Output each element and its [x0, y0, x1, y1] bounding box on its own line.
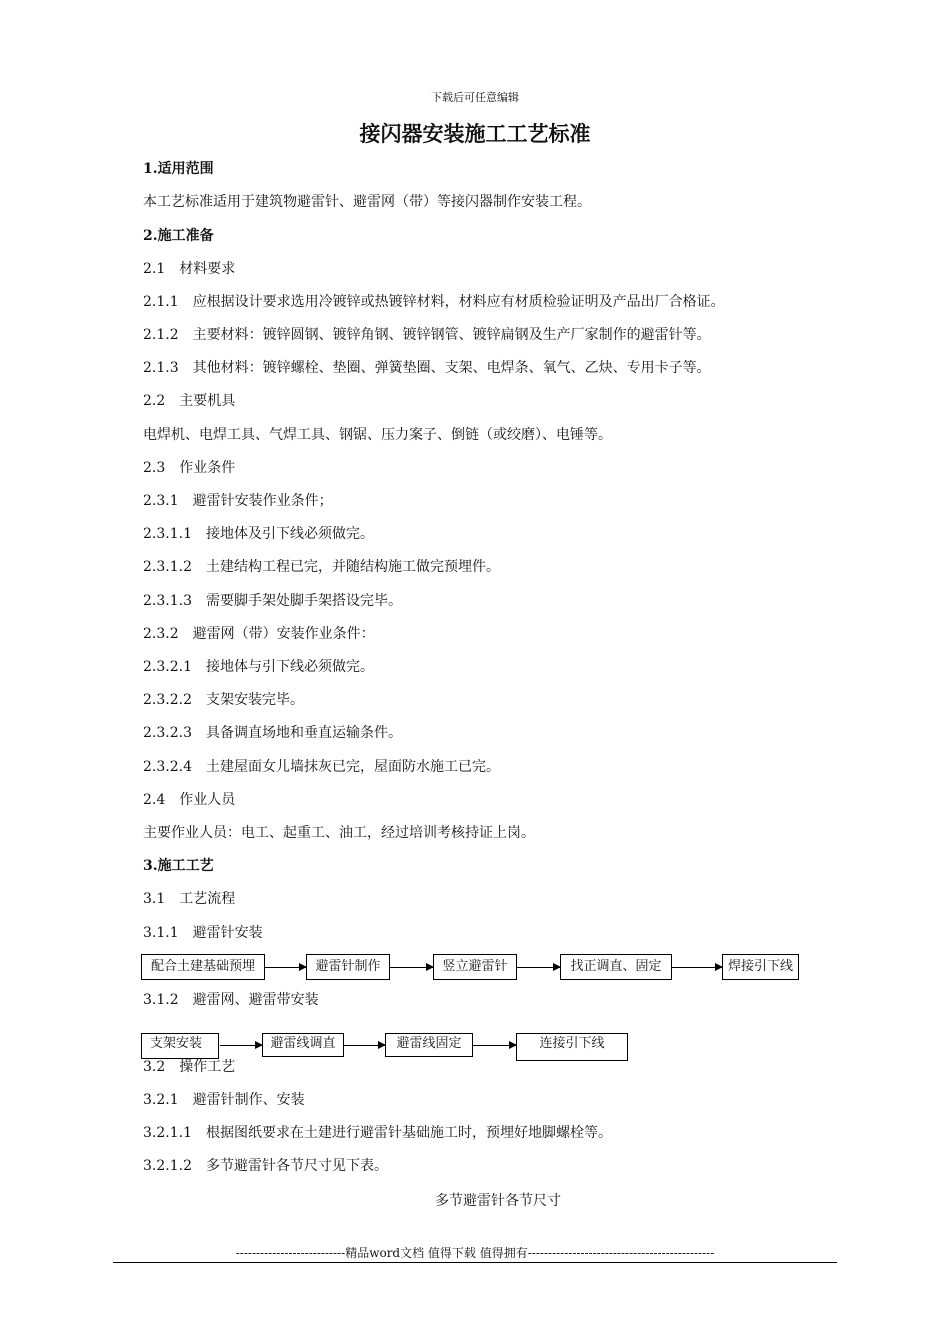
flow-arrow	[472, 1045, 516, 1046]
text-line: 2.3 作业条件	[143, 460, 236, 476]
flow-step: 焊接引下线	[722, 954, 799, 980]
flow-step: 支架安装	[141, 1033, 219, 1059]
flow-step: 配合土建基础预埋	[141, 954, 265, 980]
document-title: 接闪器安装施工工艺标准	[359, 121, 591, 146]
flow-arrow	[516, 967, 560, 968]
text-line: 2.1.1 应根据设计要求选用冷镀锌或热镀锌材料，材料应有材质检验证明及产品出厂合格证。	[143, 294, 725, 310]
flow-arrow	[264, 967, 306, 968]
text-line: 3.2.1.2 多节避雷针各节尺寸见下表。	[143, 1158, 388, 1174]
text-line: 3.1 工艺流程	[143, 891, 236, 907]
text-line: 2.施工准备	[143, 228, 214, 244]
text-line: 3.1.2 避雷网、避雷带安装	[143, 992, 319, 1008]
text-line: 2.3.2.1 接地体与引下线必须做完。	[143, 659, 374, 675]
text-line: 3.2 操作工艺	[143, 1059, 236, 1075]
text-line: 1.适用范围	[143, 161, 214, 177]
text-line: 2.3.2 避雷网（带）安装作业条件：	[143, 626, 375, 642]
text-line: 2.3.2.4 土建屋面女儿墙抹灰已完，屋面防水施工已完。	[143, 759, 500, 775]
text-line: 本工艺标准适用于建筑物避雷针、避雷网（带）等接闪器制作安装工程。	[143, 194, 591, 210]
flow-step: 竖立避雷针	[433, 954, 517, 980]
text-line: 2.3.1.3 需要脚手架处脚手架搭设完毕。	[143, 593, 402, 609]
flow-step: 找正调直、固定	[560, 954, 672, 980]
text-line: 电焊机、电焊工具、气焊工具、钢锯、压力案子、倒链（或绞磨）、电锤等。	[143, 427, 612, 443]
footer-divider	[113, 1262, 837, 1263]
text-line: 2.3.2.3 具备调直场地和垂直运输条件。	[143, 725, 402, 741]
text-line: 2.3.1.1 接地体及引下线必须做完。	[143, 526, 374, 542]
text-line: 2.1.2 主要材料：镀锌圆钢、镀锌角钢、镀锌钢管、镀锌扁钢及生产厂家制作的避雷针等。	[143, 327, 711, 343]
footer-text: ---------------------------精品word文档 值得下载 值得拥有----------------------------------------------	[235, 1246, 715, 1260]
flow-arrow	[220, 1045, 262, 1046]
flow-arrow	[389, 967, 433, 968]
text-line: 2.2 主要机具	[143, 393, 236, 409]
text-line: 2.3.1 避雷针安装作业条件；	[143, 493, 333, 509]
flow-step: 避雷线固定	[385, 1033, 473, 1057]
text-line: 2.4 作业人员	[143, 792, 236, 808]
flow-step: 避雷针制作	[306, 954, 390, 980]
flow-step: 连接引下线	[516, 1033, 628, 1061]
text-line: 3.2.1.1 根据图纸要求在土建进行避雷针基础施工时，预埋好地脚螺栓等。	[143, 1125, 612, 1141]
flow-arrow	[671, 967, 722, 968]
text-line: 主要作业人员：电工、起重工、油工，经过培训考核持证上岗。	[143, 825, 535, 841]
flow-step: 避雷线调直	[262, 1033, 344, 1057]
text-line: 3.1.1 避雷针安装	[143, 925, 263, 941]
text-line: 2.1.3 其他材料：镀锌螺栓、垫圈、弹簧垫圈、支架、电焊条、氧气、乙炔、专用卡子等。	[143, 360, 711, 376]
header-note: 下载后可任意编辑	[431, 91, 519, 104]
flow-arrow	[343, 1045, 385, 1046]
text-line: 3.2.1 避雷针制作、安装	[143, 1092, 305, 1108]
text-line: 2.3.2.2 支架安装完毕。	[143, 692, 304, 708]
text-line: 3.施工工艺	[143, 858, 214, 874]
text-line: 2.1 材料要求	[143, 261, 236, 277]
text-line: 2.3.1.2 土建结构工程已完，并随结构施工做完预埋件。	[143, 559, 500, 575]
table-caption: 多节避雷针各节尺寸	[435, 1193, 561, 1209]
